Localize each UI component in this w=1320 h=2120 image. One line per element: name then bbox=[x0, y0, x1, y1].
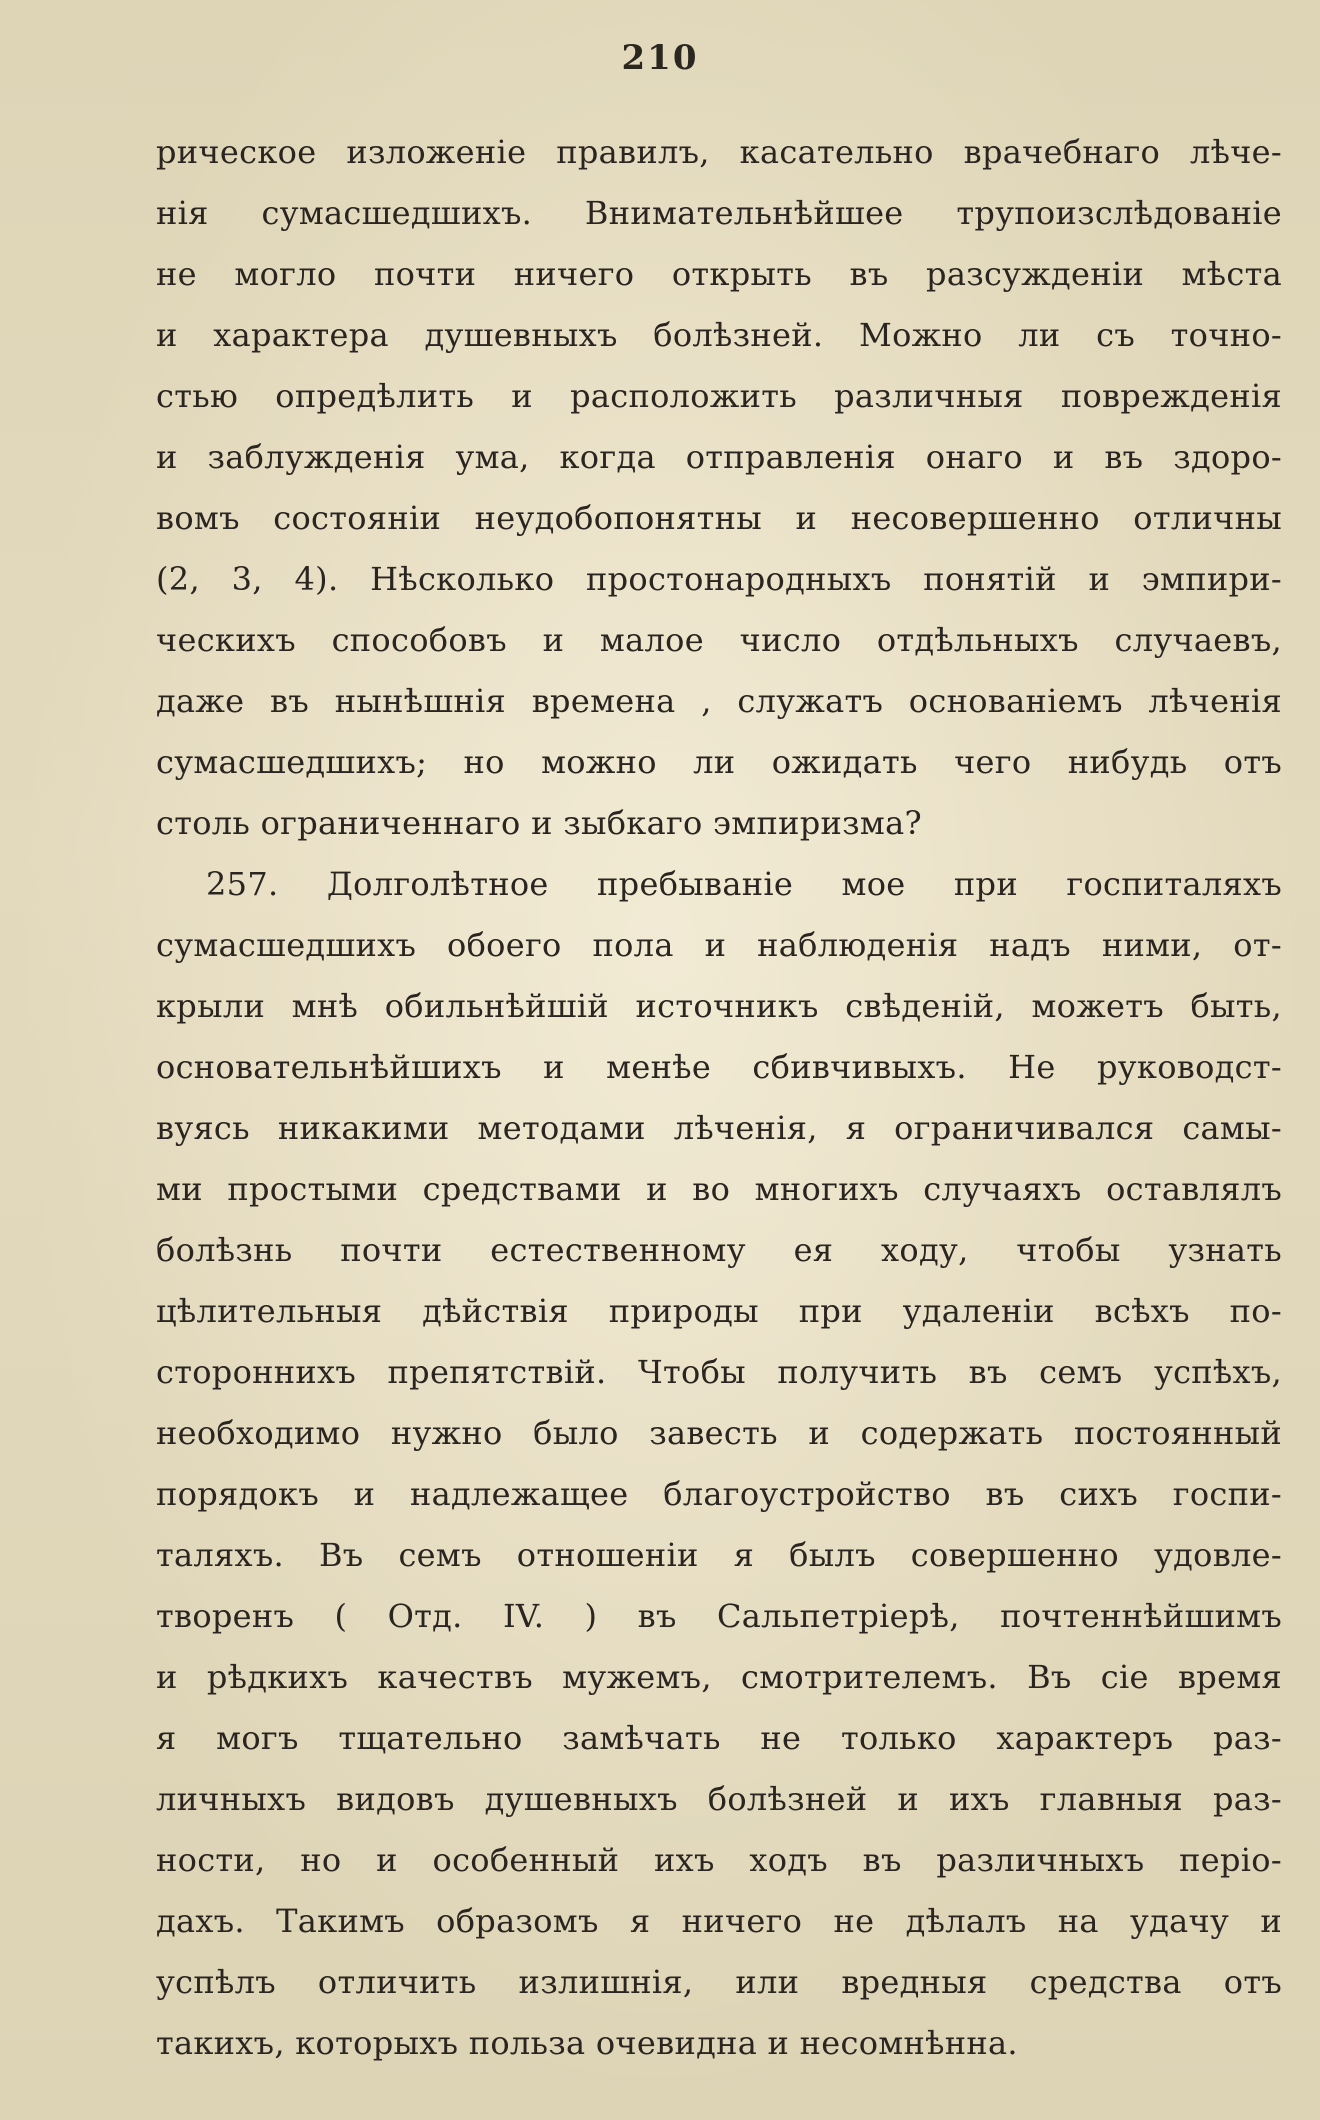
text-line: и заблужденія ума, когда отправленія онаго и въ здоро- bbox=[156, 438, 1282, 476]
text-line: успѣлъ отличить излишнія, или вредныя средства отъ bbox=[156, 1963, 1282, 2001]
text-line: стороннихъ препятствій. Чтобы получить въ семъ успѣхъ, bbox=[156, 1353, 1282, 1391]
text-line: сумасшедшихъ обоего пола и наблюденія надъ ними, от- bbox=[156, 926, 1282, 964]
text-line: рическое изложеніе правилъ, касательно врачебнаго лѣче- bbox=[156, 133, 1282, 171]
text-line: вуясь никакими методами лѣченія, я ограничивался самы- bbox=[156, 1109, 1282, 1147]
text-line: таляхъ. Въ семъ отношеніи я былъ совершенно удовле- bbox=[156, 1536, 1282, 1574]
text-line: ческихъ способовъ и малое число отдѣльныхъ случаевъ, bbox=[156, 621, 1282, 659]
text-line: даже въ нынѣшнія времена , служатъ основаніемъ лѣченія bbox=[156, 682, 1282, 720]
text-line: я могъ тщательно замѣчать не только характеръ раз- bbox=[156, 1719, 1282, 1757]
text-line: дахъ. Такимъ образомъ я ничего не дѣлалъ на удачу и bbox=[156, 1902, 1282, 1940]
text-line: и характера душевныхъ болѣзней. Можно ли съ точно- bbox=[156, 316, 1282, 354]
text-line: болѣзнь почти естественному ея ходу, чтобы узнать bbox=[156, 1231, 1282, 1269]
text-line: (2, 3, 4). Нѣсколько простонародныхъ понятій и эмпири- bbox=[156, 560, 1282, 598]
text-line: цѣлительныя дѣйствія природы при удаленіи всѣхъ по- bbox=[156, 1292, 1282, 1330]
text-line: такихъ, которыхъ польза очевидна и несомнѣнна. bbox=[156, 2024, 1018, 2062]
text-line: и рѣдкихъ качествъ мужемъ, смотрителемъ. Въ сіе время bbox=[156, 1658, 1282, 1696]
paragraph-start-line: 257. Долголѣтное пребываніе мое при госпиталяхъ bbox=[206, 865, 1282, 903]
text-line: не могло почти ничего открыть въ разсужденіи мѣста bbox=[156, 255, 1282, 293]
text-line: творенъ ( Отд. IV. ) въ Сальпетріерѣ, почтеннѣйшимъ bbox=[156, 1597, 1282, 1635]
text-line: личныхъ видовъ душевныхъ болѣзней и ихъ главныя раз- bbox=[156, 1780, 1282, 1818]
text-line: сумасшедшихъ; но можно ли ожидать чего нибудь отъ bbox=[156, 743, 1282, 781]
body-text bbox=[156, 122, 1282, 2074]
text-line: основательнѣйшихъ и менѣе сбивчивыхъ. Не руководст- bbox=[156, 1048, 1282, 1086]
page-number: 210 bbox=[621, 38, 699, 78]
text-line: нія сумасшедшихъ. Внимательнѣйшее трупоизслѣдованіе bbox=[156, 194, 1282, 232]
text-line: необходимо нужно было завесть и содержать постоянный bbox=[156, 1414, 1282, 1452]
text-line: порядокъ и надлежащее благоустройство въ сихъ госпи- bbox=[156, 1475, 1282, 1513]
text-line: столь ограниченнаго и зыбкаго эмпиризма? bbox=[156, 804, 922, 842]
text-line: крыли мнѣ обильнѣйшій источникъ свѣденій, можетъ быть, bbox=[156, 987, 1282, 1025]
text-line: вомъ состояніи неудобопонятны и несовершенно отличны bbox=[156, 499, 1282, 537]
text-line: ми простыми средствами и во многихъ случаяхъ оставлялъ bbox=[156, 1170, 1282, 1208]
text-line: ности, но и особенный ихъ ходъ въ различныхъ періо- bbox=[156, 1841, 1282, 1879]
text-line: стью опредѣлить и расположить различныя поврежденія bbox=[156, 377, 1282, 415]
